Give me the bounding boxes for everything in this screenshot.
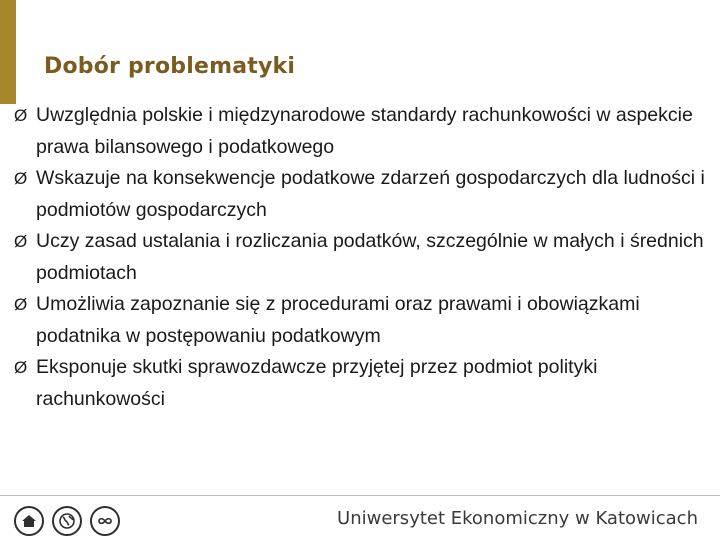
bullet-text: Wskazuje na konsekwencje podatkowe zdarzeń gospodarczych dla ludności i podmiotów gospodarczych [36,167,705,221]
bullet-item [10,226,710,289]
bullet-list [10,100,710,415]
bullet-item [10,163,710,226]
arrow-bullet-icon: Ø [14,169,28,188]
bullet-item [10,100,710,163]
bullet-text: Uczy zasad ustalania i rozliczania podatków, szczególnie w małych i średnich podmiotach [36,230,704,284]
globe-icon[interactable] [52,506,82,536]
university-name: Uniwersytet Ekonomiczny w Katowicach [337,508,698,529]
accent-bar [0,0,16,104]
arrow-bullet-icon: Ø [14,232,28,251]
bullet-item [10,289,710,352]
bullet-text: Uwzględnia polskie i międzynarodowe standardy rachunkowości w aspekcie prawa bilansowego i podatkowego [36,104,693,158]
slide-title: Dobór problematyki [44,54,296,79]
arrow-bullet-icon: Ø [14,106,28,125]
infinity-icon[interactable] [90,506,120,536]
arrow-bullet-icon: Ø [14,358,28,377]
bullet-text: Eksponuje skutki sprawozdawcze przyjętej przez podmiot polityki rachunkowości [36,356,598,410]
home-icon[interactable] [14,506,44,536]
footer-icons [14,506,120,536]
footer-divider [0,495,720,496]
arrow-bullet-icon: Ø [14,295,28,314]
bullet-text: Umożliwia zapoznanie się z procedurami oraz prawami i obowiązkami podatnika w postępowaniu podatkowym [36,293,640,347]
bullet-item [10,352,710,415]
